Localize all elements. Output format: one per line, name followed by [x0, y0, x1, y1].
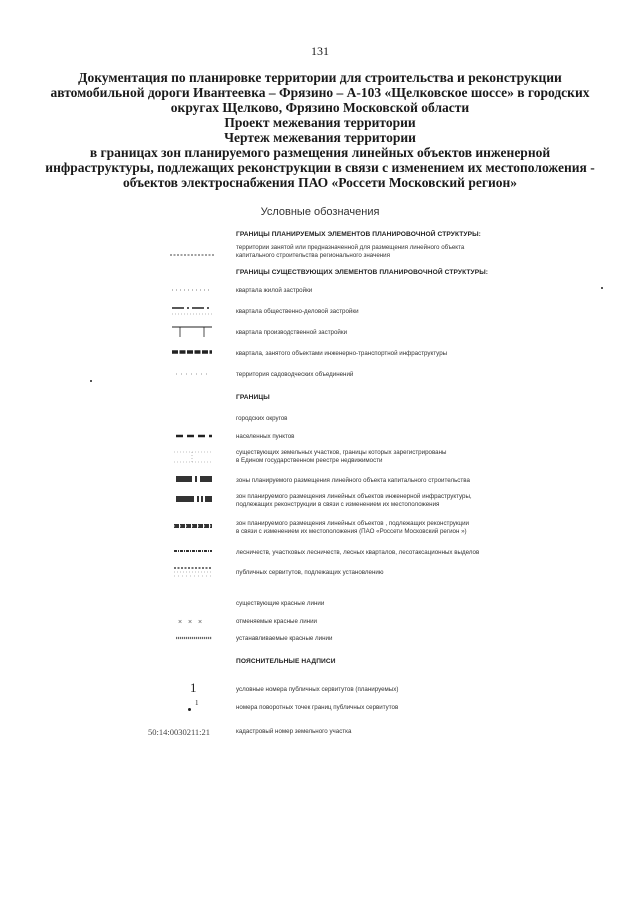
- legend-item-text: квартала жилой застройки: [236, 287, 313, 294]
- symbol-planned-territory: [168, 252, 216, 258]
- legend-item-text: лесничеств, участковых лесничеств, лесных кварталов, лесотаксационных выделов: [236, 549, 480, 556]
- legend-item-turning-points: [236, 704, 398, 712]
- legend-item-garden: [236, 371, 353, 379]
- legend-item-text: существующие красные линии: [236, 600, 325, 607]
- legend-item-text: публичных сервитутов, подлежащих установлению: [236, 569, 384, 576]
- turning-point-number-marker: 1: [195, 699, 199, 707]
- legend-item-text: устанавливаемые красные линии: [236, 635, 333, 642]
- svg-text:×: ×: [198, 619, 203, 625]
- legend-item-text: кадастровый номер земельного участка: [236, 728, 352, 735]
- legend-item-residential: [236, 287, 312, 295]
- symbol-established-red: [168, 634, 216, 642]
- title-line: округах Щелково, Фрязино Московской области: [170, 100, 470, 115]
- symbol-forestry: [168, 548, 216, 554]
- svg-text:×: ×: [188, 619, 193, 625]
- legend-item-text: территории занятой или предназначенной для размещения линейного объекта: [236, 244, 465, 251]
- legend-item-text: отменяемые красные линии: [236, 618, 318, 625]
- legend-item-servitudes: [236, 569, 383, 577]
- svg-text:×: ×: [178, 619, 183, 625]
- symbol-capital-construction: [168, 475, 216, 483]
- legend-item-text: городских округов: [236, 415, 288, 422]
- title-line: инфраструктуры, подлежащих реконструкции в связи с изменением их местоположения -: [45, 160, 595, 175]
- symbol-cancelled-red: [168, 617, 216, 625]
- legend-item-land-plots: [236, 449, 446, 465]
- symbol-garden: [168, 371, 216, 377]
- symbol-engineering-infra: [168, 495, 216, 503]
- legend-item-engineering-infra: [236, 493, 472, 509]
- legend-item-text: населенных пунктов: [236, 433, 295, 440]
- symbol-rosseti: [168, 522, 216, 530]
- legend-item-established-red: [236, 635, 332, 643]
- legend-item-existing-red: [236, 600, 324, 608]
- section-borders-heading: ГРАНИЦЫ: [236, 394, 270, 401]
- legend-item-text: в связи с изменением их местоположения (ПАО «Россети Московский регион »): [236, 528, 467, 535]
- legend-item-text: номера поворотных точек границ публичных сервитутов: [236, 704, 399, 711]
- title-line: в границах зон планируемого размещения линейных объектов инженерной: [89, 145, 551, 160]
- legend-item-public-business: [236, 308, 359, 316]
- title-line: Документация по планировке территории для строительства и реконструкции: [78, 70, 562, 85]
- legend-item-cadastral: [236, 728, 351, 736]
- legend-item-transport: [236, 350, 447, 358]
- title-line: объектов электроснабжения ПАО «Россети Московский регион»: [122, 175, 518, 190]
- page-number: 131: [311, 44, 329, 58]
- title-line: автомобильной дороги Ивантеевка – Фрязино – А-103 «Щелковское шоссе» в городских: [50, 85, 590, 100]
- symbol-transport: [168, 349, 216, 355]
- symbol-industrial: [168, 325, 216, 339]
- scan-speck: [90, 380, 92, 382]
- turning-point-dot-icon: [188, 708, 191, 711]
- section-notes-heading: ПОЯСНИТЕЛЬНЫЕ НАДПИСИ: [236, 658, 336, 665]
- legend-item-text: существующих земельных участков, границы которых зарегистрированы: [236, 449, 447, 456]
- legend-item-text: зон планируемого размещения линейных объектов , подлежащих реконструкции: [236, 520, 470, 527]
- title-line: Проект межевания территории: [224, 115, 416, 130]
- symbol-residential: [168, 287, 216, 293]
- legend-item-text: в Едином государственном реестре недвижимости: [236, 457, 383, 464]
- legend-item-servitude-numbers: [236, 686, 398, 694]
- legend-item-text: квартала, занятого объектами инженерно-транспортной инфраструктуры: [236, 350, 448, 357]
- legend-item-capital-construction: [236, 477, 470, 485]
- legend-item-text: квартала производственной застройки: [236, 329, 348, 336]
- legend-item-city-districts: [236, 415, 287, 423]
- legend-item-text: территория садоводческих объединений: [236, 371, 354, 378]
- servitude-number-marker: 1: [190, 680, 197, 695]
- legend-item-text: подлежащих реконструкции в связи с изменением их местоположения: [236, 501, 440, 508]
- legend-item-settlements: [236, 433, 294, 441]
- scan-speck: [601, 287, 603, 289]
- legend-item-planned-territory: [236, 244, 464, 260]
- symbol-land-plots: [168, 449, 216, 465]
- section-planned-heading: ГРАНИЦЫ ПЛАНИРУЕМЫХ ЭЛЕМЕНТОВ ПЛАНИРОВОЧНОЙ СТРУКТУРЫ:: [236, 231, 481, 238]
- legend-item-text: зон планируемого размещения линейных объектов инженерной инфраструктуры,: [236, 493, 472, 500]
- symbol-public-business: [168, 305, 216, 317]
- legend-heading: Условные обозначения: [260, 206, 380, 218]
- legend-item-forestry: [236, 549, 479, 557]
- legend-item-text: капитального строительства регионального значения: [236, 252, 390, 259]
- cadastral-sample-marker: 50:14:0030211:21: [148, 727, 211, 737]
- legend-item-text: условные номера публичных сервитутов (планируемых): [236, 686, 399, 693]
- legend-item-industrial: [236, 329, 347, 337]
- section-existing-heading: ГРАНИЦЫ СУЩЕСТВУЮЩИХ ЭЛЕМЕНТОВ ПЛАНИРОВОЧНОЙ СТРУКТУРЫ:: [236, 269, 489, 276]
- legend-item-cancelled-red: [236, 618, 317, 626]
- document-title: [40, 70, 600, 190]
- symbol-settlements: [168, 433, 216, 439]
- legend-item-text: зоны планируемого размещения линейного объекта капитального строительства: [236, 477, 470, 484]
- title-line: Чертеж межевания территории: [224, 130, 416, 145]
- symbol-servitudes: [168, 566, 216, 578]
- legend-item-rosseti: [236, 520, 469, 536]
- legend-item-text: квартала общественно-деловой застройки: [236, 308, 359, 315]
